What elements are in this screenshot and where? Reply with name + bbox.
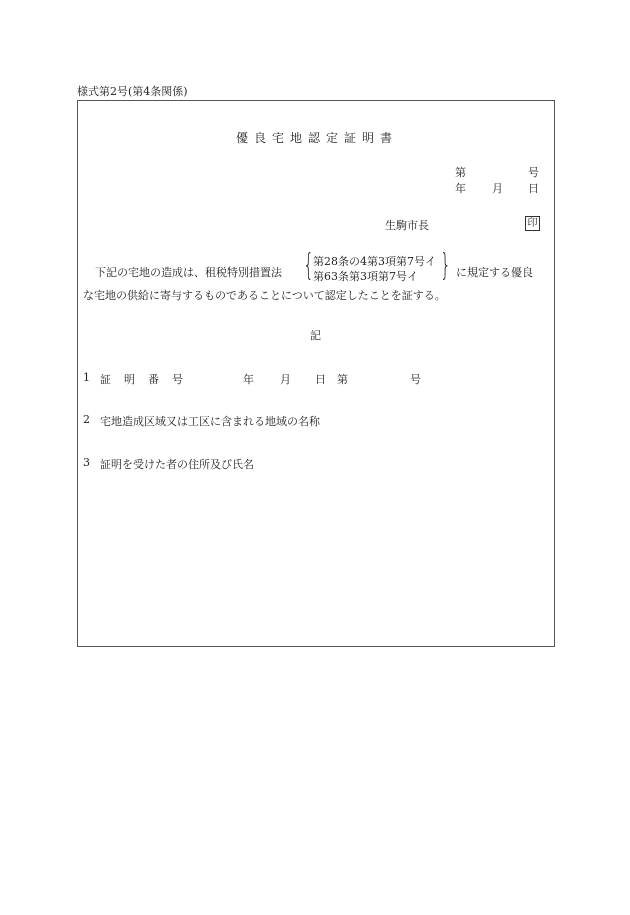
item-3-number: 3 <box>83 456 90 469</box>
seal-mark: 印 <box>525 216 540 231</box>
document-title: 優良宅地認定証明書 <box>235 131 398 145</box>
item-2-label: 宅地造成区域又は工区に含まれる地域の名称 <box>100 415 320 428</box>
ki-heading: 記 <box>310 329 321 342</box>
body-prefix: 下記の宅地の造成は、租税特別措置法 <box>95 266 282 279</box>
number-go: 号 <box>528 166 539 179</box>
item-1-go: 号 <box>410 373 421 386</box>
issuer-name: 生駒市長 <box>385 219 429 232</box>
date-month: 月 <box>492 182 503 195</box>
item-3-label: 証明を受けた者の住所及び氏名 <box>100 458 254 471</box>
form-number-label: 様式第2号(第4条関係) <box>77 85 188 98</box>
date-year: 年 <box>455 182 466 195</box>
item-2-number: 2 <box>83 413 90 426</box>
item-1-number: 1 <box>83 371 90 384</box>
body-option-2: 第63条第3項第7号イ <box>313 270 418 283</box>
date-day: 日 <box>528 182 539 195</box>
number-dai: 第 <box>455 166 466 179</box>
body-suffix: に規定する優良 <box>456 266 533 279</box>
item-1-label: 証明番号 <box>100 373 196 386</box>
body-option-1: 第28条の4第3項第7号イ <box>313 255 436 268</box>
body-line-2: な宅地の供給に寄与するものであることについて認定したことを証する。 <box>83 289 446 302</box>
right-brace-icon: } <box>440 248 451 283</box>
left-brace-icon: { <box>303 248 314 283</box>
item-1-month: 月 <box>280 373 291 386</box>
item-1-dai: 第 <box>337 373 348 386</box>
item-1-year: 年 <box>243 373 254 386</box>
item-1-day: 日 <box>315 373 326 386</box>
